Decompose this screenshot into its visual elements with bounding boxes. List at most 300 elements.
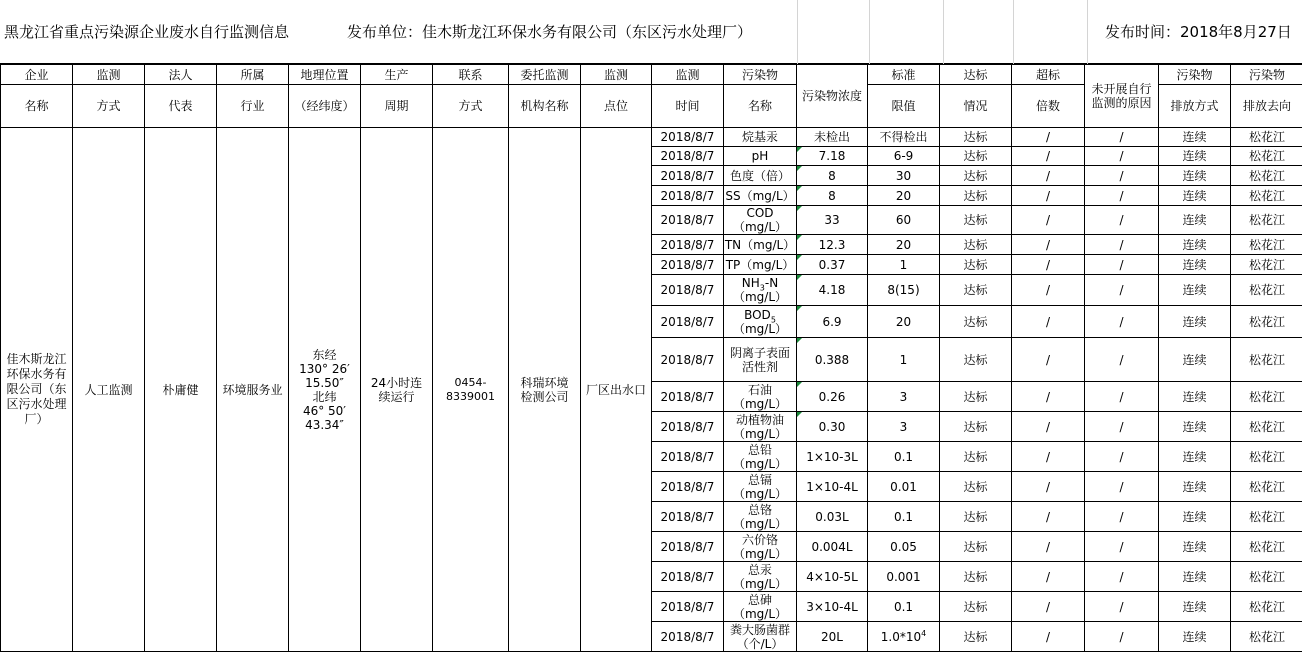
grid-line bbox=[1013, 0, 1014, 64]
grid-line bbox=[1087, 0, 1088, 64]
limit-value: 20 bbox=[896, 189, 911, 203]
pollutant-name-cell bbox=[724, 502, 797, 532]
status-cell: 达标 bbox=[940, 412, 1012, 442]
limit-value: 0.05 bbox=[890, 540, 917, 554]
pollutant-name-line bbox=[724, 563, 796, 577]
limit-cell bbox=[868, 472, 940, 502]
limit-value: 30 bbox=[896, 169, 911, 183]
limit-cell bbox=[868, 382, 940, 412]
mode-cell: 连续 bbox=[1159, 206, 1231, 235]
concentration-cell: 3×10-4L bbox=[797, 592, 868, 622]
table-row bbox=[1, 128, 1302, 147]
col-header: 方式 bbox=[73, 85, 145, 128]
status-cell: 达标 bbox=[940, 562, 1012, 592]
limit-cell bbox=[868, 442, 940, 472]
pollutant-name-line bbox=[724, 149, 796, 163]
dest-cell: 松花江 bbox=[1231, 235, 1302, 255]
concentration-cell: 0.004L bbox=[797, 532, 868, 562]
col-header: 限值 bbox=[868, 85, 940, 128]
location-line: 东经 bbox=[289, 348, 360, 362]
exceed-cell: / bbox=[1012, 147, 1085, 166]
status-cell: 达标 bbox=[940, 186, 1012, 206]
limit-value: 20 bbox=[896, 315, 911, 329]
cycle: 24小时连续运行 bbox=[361, 376, 432, 404]
exceed-cell: / bbox=[1012, 128, 1085, 147]
dest-cell: 松花江 bbox=[1231, 502, 1302, 532]
pollutant-name: NH bbox=[742, 276, 760, 290]
pollutant-name-cell bbox=[724, 147, 797, 166]
pollutant-name: 粪大肠菌群 bbox=[730, 623, 790, 637]
col-header: 监测 bbox=[581, 65, 652, 85]
pollutant-name-line bbox=[724, 413, 796, 427]
mode-cell: 连续 bbox=[1159, 412, 1231, 442]
col-header: 名称 bbox=[1, 85, 73, 128]
exceed-cell: / bbox=[1012, 592, 1085, 622]
monitoring-table bbox=[0, 64, 1302, 652]
exceed-cell: / bbox=[1012, 166, 1085, 186]
limit-cell bbox=[868, 412, 940, 442]
pollutant-unit: （mg/L） bbox=[724, 322, 796, 336]
concentration-cell: 未检出 bbox=[797, 128, 868, 147]
mode-cell: 连续 bbox=[1159, 532, 1231, 562]
pollutant-name-cell bbox=[724, 412, 797, 442]
pollutant-subscript: 3 bbox=[760, 283, 765, 292]
pollutant-name: 色度（倍） bbox=[730, 169, 790, 183]
limit-cell bbox=[868, 306, 940, 338]
monitor-date-cell: 2018/8/7 bbox=[652, 412, 724, 442]
limit-value: 0.01 bbox=[890, 480, 917, 494]
pollutant-name-cell bbox=[724, 128, 797, 147]
pollutant-name-cell bbox=[724, 235, 797, 255]
col-header: 法人 bbox=[145, 65, 217, 85]
reason-cell: / bbox=[1085, 532, 1159, 562]
exceed-cell: / bbox=[1012, 338, 1085, 382]
limit-cell bbox=[868, 275, 940, 306]
monitor-date-cell: 2018/8/7 bbox=[652, 128, 724, 147]
limit-cell bbox=[868, 235, 940, 255]
col-header-line: 监测的原因 bbox=[1085, 96, 1158, 110]
industry-cell: 环境服务业 bbox=[217, 128, 289, 652]
pollutant-unit: （mg/L） bbox=[724, 607, 796, 621]
status-cell: 达标 bbox=[940, 532, 1012, 562]
mode-cell: 连续 bbox=[1159, 338, 1231, 382]
location-line: 130° 26′ bbox=[289, 362, 360, 376]
col-header: 周期 bbox=[361, 85, 433, 128]
monitor-date-cell: 2018/8/7 bbox=[652, 382, 724, 412]
reason-cell: / bbox=[1085, 235, 1159, 255]
pollutant-name: 阴离子表面 bbox=[730, 346, 790, 360]
pollutant-name: BOD bbox=[744, 308, 771, 322]
company-name-cell bbox=[1, 128, 73, 652]
dest-cell: 松花江 bbox=[1231, 472, 1302, 502]
exceed-cell: / bbox=[1012, 235, 1085, 255]
col-header: 行业 bbox=[217, 85, 289, 128]
status-cell: 达标 bbox=[940, 128, 1012, 147]
reason-cell: / bbox=[1085, 502, 1159, 532]
limit-cell bbox=[868, 622, 940, 652]
col-header: 达标 bbox=[940, 65, 1012, 85]
col-header: 污染物 bbox=[1231, 65, 1302, 85]
status-cell: 达标 bbox=[940, 275, 1012, 306]
col-header: 企业 bbox=[1, 65, 73, 85]
mode-cell: 连续 bbox=[1159, 147, 1231, 166]
concentration-cell: 1×10-4L bbox=[797, 472, 868, 502]
status-cell: 达标 bbox=[940, 206, 1012, 235]
mode-cell: 连续 bbox=[1159, 502, 1231, 532]
dest-cell: 松花江 bbox=[1231, 622, 1302, 652]
pollutant-unit: （mg/L） bbox=[724, 427, 796, 441]
monitor-point-cell: 厂区出水口 bbox=[581, 128, 652, 652]
pollutant-name: 六价铬 bbox=[742, 533, 778, 547]
pollutant-name: 总铬 bbox=[748, 503, 772, 517]
monitor-date-cell: 2018/8/7 bbox=[652, 338, 724, 382]
pollutant-name-cell bbox=[724, 306, 797, 338]
pollutant-name-cell bbox=[724, 338, 797, 382]
col-header: 排放方式 bbox=[1159, 85, 1231, 128]
status-cell: 达标 bbox=[940, 235, 1012, 255]
reason-cell: / bbox=[1085, 412, 1159, 442]
concentration-cell: 6.9 bbox=[797, 306, 868, 338]
location-cell bbox=[289, 128, 361, 652]
status-cell: 达标 bbox=[940, 472, 1012, 502]
pollutant-name-cell bbox=[724, 592, 797, 622]
pollutant-name: 动植物油 bbox=[736, 413, 784, 427]
limit-value: 60 bbox=[896, 213, 911, 227]
limit-cell bbox=[868, 502, 940, 532]
limit-cell bbox=[868, 255, 940, 275]
location-line: 北纬 bbox=[289, 390, 360, 404]
pollutant-unit: （mg/L） bbox=[724, 547, 796, 561]
pollutant-unit: （mg/L） bbox=[724, 290, 796, 304]
col-header: 地理位置 bbox=[289, 65, 361, 85]
publish-date: 发布时间：2018年8月27日 bbox=[1105, 22, 1292, 42]
reason-cell: / bbox=[1085, 275, 1159, 306]
limit-cell bbox=[868, 206, 940, 235]
pollutant-name-line bbox=[724, 189, 796, 203]
status-cell: 达标 bbox=[940, 592, 1012, 622]
monitor-date-cell: 2018/8/7 bbox=[652, 186, 724, 206]
limit-cell bbox=[868, 147, 940, 166]
status-cell: 达标 bbox=[940, 306, 1012, 338]
mode-cell: 连续 bbox=[1159, 306, 1231, 338]
limit-superscript: 4 bbox=[921, 629, 926, 638]
limit-value: 0.1 bbox=[894, 510, 913, 524]
mode-cell: 连续 bbox=[1159, 166, 1231, 186]
pollutant-name-line bbox=[724, 383, 796, 397]
col-header: 污染物 bbox=[724, 65, 797, 85]
sheet-title: 黑龙江省重点污染源企业废水自行监测信息 bbox=[4, 22, 289, 42]
exceed-cell: / bbox=[1012, 622, 1085, 652]
pollutant-name-cell bbox=[724, 206, 797, 235]
monitor-date-cell: 2018/8/7 bbox=[652, 235, 724, 255]
company-name: 佳木斯龙江环保水务有限公司（东区污水处理厂） bbox=[1, 352, 72, 427]
reason-cell: / bbox=[1085, 442, 1159, 472]
col-header: 方式 bbox=[433, 85, 509, 128]
mode-cell: 连续 bbox=[1159, 128, 1231, 147]
col-header: 标准 bbox=[868, 65, 940, 85]
limit-cell bbox=[868, 128, 940, 147]
col-header: 联系 bbox=[433, 65, 509, 85]
grid-line bbox=[797, 0, 798, 64]
reason-cell: / bbox=[1085, 147, 1159, 166]
col-header: 委托监测 bbox=[509, 65, 581, 85]
pollutant-name-line bbox=[724, 308, 796, 322]
monitor-date-cell: 2018/8/7 bbox=[652, 166, 724, 186]
limit-value: 1.0*10 bbox=[881, 630, 921, 644]
pollutant-unit: （mg/L） bbox=[724, 517, 796, 531]
monitor-date-cell: 2018/8/7 bbox=[652, 275, 724, 306]
location-line: 46° 50′ bbox=[289, 404, 360, 418]
monitor-date-cell: 2018/8/7 bbox=[652, 206, 724, 235]
limit-cell bbox=[868, 532, 940, 562]
monitor-date-cell: 2018/8/7 bbox=[652, 306, 724, 338]
monitor-method-cell: 人工监测 bbox=[73, 128, 145, 652]
monitor-date-cell: 2018/8/7 bbox=[652, 592, 724, 622]
pollutant-name-cell bbox=[724, 275, 797, 306]
mode-cell: 连续 bbox=[1159, 622, 1231, 652]
dest-cell: 松花江 bbox=[1231, 186, 1302, 206]
pollutant-name-cell bbox=[724, 472, 797, 502]
pollutant-name-suffix: -N bbox=[765, 276, 778, 290]
limit-value: 6-9 bbox=[894, 149, 914, 163]
status-cell: 达标 bbox=[940, 338, 1012, 382]
concentration-cell: 4×10-5L bbox=[797, 562, 868, 592]
concentration-cell: 12.3 bbox=[797, 235, 868, 255]
col-header: 时间 bbox=[652, 85, 724, 128]
location-line: 43.34″ bbox=[289, 418, 360, 432]
mode-cell: 连续 bbox=[1159, 275, 1231, 306]
limit-value: 0.1 bbox=[894, 450, 913, 464]
exceed-cell: / bbox=[1012, 532, 1085, 562]
pollutant-name-line bbox=[724, 623, 796, 637]
dest-cell: 松花江 bbox=[1231, 532, 1302, 562]
col-header: 监测 bbox=[73, 65, 145, 85]
dest-cell: 松花江 bbox=[1231, 255, 1302, 275]
concentration-cell: 33 bbox=[797, 206, 868, 235]
col-header: 机构名称 bbox=[509, 85, 581, 128]
exceed-cell: / bbox=[1012, 255, 1085, 275]
pollutant-name: TN（mg/L） bbox=[725, 238, 795, 252]
exceed-cell: / bbox=[1012, 472, 1085, 502]
mode-cell: 连续 bbox=[1159, 592, 1231, 622]
pollutant-unit: （mg/L） bbox=[724, 397, 796, 411]
exceed-cell: / bbox=[1012, 306, 1085, 338]
reason-cell: / bbox=[1085, 186, 1159, 206]
limit-cell bbox=[868, 166, 940, 186]
limit-value: 不得检出 bbox=[879, 130, 927, 144]
status-cell: 达标 bbox=[940, 382, 1012, 412]
dest-cell: 松花江 bbox=[1231, 275, 1302, 306]
header-row-1 bbox=[1, 65, 1302, 85]
pollutant-name-cell bbox=[724, 622, 797, 652]
reason-cell: / bbox=[1085, 622, 1159, 652]
exceed-cell: / bbox=[1012, 275, 1085, 306]
pollutant-name-line bbox=[724, 443, 796, 457]
dest-cell: 松花江 bbox=[1231, 412, 1302, 442]
concentration-cell: 0.30 bbox=[797, 412, 868, 442]
pollutant-name-cell bbox=[724, 382, 797, 412]
pollutant-name-cell bbox=[724, 442, 797, 472]
dest-cell: 松花江 bbox=[1231, 166, 1302, 186]
legal-rep-cell: 朴庸健 bbox=[145, 128, 217, 652]
pollutant-name-cell bbox=[724, 186, 797, 206]
pollutant-name-cell bbox=[724, 532, 797, 562]
limit-value: 3 bbox=[900, 420, 908, 434]
dest-cell: 松花江 bbox=[1231, 338, 1302, 382]
concentration-cell: 7.18 bbox=[797, 147, 868, 166]
monitor-date-cell: 2018/8/7 bbox=[652, 562, 724, 592]
exceed-cell: / bbox=[1012, 186, 1085, 206]
pollutant-unit: （mg/L） bbox=[724, 577, 796, 591]
reason-cell: / bbox=[1085, 306, 1159, 338]
exceed-cell: / bbox=[1012, 502, 1085, 532]
pollutant-name: 石油 bbox=[748, 383, 772, 397]
dest-cell: 松花江 bbox=[1231, 442, 1302, 472]
exceed-cell: / bbox=[1012, 382, 1085, 412]
concentration-cell: 20L bbox=[797, 622, 868, 652]
col-header: 生产 bbox=[361, 65, 433, 85]
pollutant-unit: 活性剂 bbox=[724, 360, 796, 374]
concentration-cell: 8 bbox=[797, 166, 868, 186]
status-cell: 达标 bbox=[940, 255, 1012, 275]
reason-cell: / bbox=[1085, 166, 1159, 186]
limit-value: 1 bbox=[900, 353, 908, 367]
cycle-cell bbox=[361, 128, 433, 652]
mode-cell: 连续 bbox=[1159, 562, 1231, 592]
pollutant-name-line bbox=[724, 169, 796, 183]
status-cell: 达标 bbox=[940, 166, 1012, 186]
concentration-cell: 0.26 bbox=[797, 382, 868, 412]
mode-cell: 连续 bbox=[1159, 255, 1231, 275]
col-header: 名称 bbox=[724, 85, 797, 128]
col-header: 情况 bbox=[940, 85, 1012, 128]
limit-cell bbox=[868, 338, 940, 382]
pollutant-name: TP（mg/L） bbox=[726, 258, 795, 272]
reason-cell: / bbox=[1085, 255, 1159, 275]
mode-cell: 连续 bbox=[1159, 442, 1231, 472]
reason-cell: / bbox=[1085, 206, 1159, 235]
concentration-cell: 0.388 bbox=[797, 338, 868, 382]
limit-value: 8(15) bbox=[887, 283, 919, 297]
pollutant-name-line bbox=[724, 503, 796, 517]
col-header: 代表 bbox=[145, 85, 217, 128]
reason-cell: / bbox=[1085, 592, 1159, 622]
status-cell: 达标 bbox=[940, 502, 1012, 532]
monitor-date-cell: 2018/8/7 bbox=[652, 255, 724, 275]
dest-cell: 松花江 bbox=[1231, 128, 1302, 147]
concentration-cell: 4.18 bbox=[797, 275, 868, 306]
pollutant-name: 总砷 bbox=[748, 593, 772, 607]
pollutant-name: 总汞 bbox=[748, 563, 772, 577]
pollutant-name-line bbox=[724, 238, 796, 252]
pollutant-name-cell bbox=[724, 166, 797, 186]
grid-line bbox=[943, 0, 944, 64]
col-header: 监测 bbox=[652, 65, 724, 85]
dest-cell: 松花江 bbox=[1231, 306, 1302, 338]
pollutant-name: pH bbox=[752, 149, 769, 163]
mode-cell: 连续 bbox=[1159, 186, 1231, 206]
mode-cell: 连续 bbox=[1159, 472, 1231, 502]
limit-cell bbox=[868, 562, 940, 592]
pollutant-name: 总铅 bbox=[748, 443, 772, 457]
col-header: 排放去向 bbox=[1231, 85, 1302, 128]
status-cell: 达标 bbox=[940, 622, 1012, 652]
pollutant-unit: （个/L） bbox=[724, 637, 796, 651]
agency-cell bbox=[509, 128, 581, 652]
pollutant-name-line bbox=[724, 276, 796, 290]
pollutant-name-cell bbox=[724, 255, 797, 275]
limit-cell bbox=[868, 592, 940, 622]
limit-value: 1 bbox=[900, 258, 908, 272]
concentration-cell: 1×10-3L bbox=[797, 442, 868, 472]
pollutant-name: 总镉 bbox=[748, 473, 772, 487]
pollutant-unit: （mg/L） bbox=[724, 457, 796, 471]
limit-value: 3 bbox=[900, 390, 908, 404]
pollutant-name: COD（mg/L） bbox=[733, 206, 787, 234]
limit-value: 0.1 bbox=[894, 600, 913, 614]
sheet-title-row bbox=[0, 0, 1302, 64]
monitor-date-cell: 2018/8/7 bbox=[652, 622, 724, 652]
concentration-cell: 0.03L bbox=[797, 502, 868, 532]
pollutant-name: 烷基汞 bbox=[742, 130, 778, 144]
pollutant-name-cell bbox=[724, 562, 797, 592]
col-header: 污染物 bbox=[1159, 65, 1231, 85]
pollutant-name-line bbox=[724, 533, 796, 547]
pollutant-subscript: 5 bbox=[771, 315, 776, 324]
limit-cell bbox=[868, 186, 940, 206]
exceed-cell: / bbox=[1012, 562, 1085, 592]
reason-cell: / bbox=[1085, 562, 1159, 592]
pollutant-name-line bbox=[724, 346, 796, 360]
monitor-date-cell: 2018/8/7 bbox=[652, 532, 724, 562]
col-header-line: 未开展自行 bbox=[1085, 82, 1158, 96]
col-header: 倍数 bbox=[1012, 85, 1085, 128]
reason-cell: / bbox=[1085, 338, 1159, 382]
col-header: （经纬度） bbox=[289, 85, 361, 128]
grid-line bbox=[869, 0, 870, 64]
pollutant-name-line bbox=[724, 593, 796, 607]
monitor-date-cell: 2018/8/7 bbox=[652, 147, 724, 166]
dest-cell: 松花江 bbox=[1231, 592, 1302, 622]
pollutant-name-line bbox=[724, 130, 796, 144]
dest-cell: 松花江 bbox=[1231, 147, 1302, 166]
pollutant-name-line bbox=[724, 473, 796, 487]
reason-cell: / bbox=[1085, 382, 1159, 412]
monitor-date-cell: 2018/8/7 bbox=[652, 442, 724, 472]
pollutant-name-line bbox=[724, 206, 796, 234]
exceed-cell: / bbox=[1012, 412, 1085, 442]
status-cell: 达标 bbox=[940, 442, 1012, 472]
contact-cell: 0454-8339001 bbox=[433, 128, 509, 652]
limit-value: 20 bbox=[896, 238, 911, 252]
publisher: 发布单位：佳木斯龙江环保水务有限公司（东区污水处理厂） bbox=[347, 22, 752, 42]
mode-cell: 连续 bbox=[1159, 382, 1231, 412]
col-header: 所属 bbox=[217, 65, 289, 85]
col-header: 点位 bbox=[581, 85, 652, 128]
dest-cell: 松花江 bbox=[1231, 382, 1302, 412]
reason-cell: / bbox=[1085, 128, 1159, 147]
dest-cell: 松花江 bbox=[1231, 562, 1302, 592]
dest-cell: 松花江 bbox=[1231, 206, 1302, 235]
pollutant-name: SS（mg/L） bbox=[725, 189, 794, 203]
concentration-cell: 8 bbox=[797, 186, 868, 206]
monitor-date-cell: 2018/8/7 bbox=[652, 502, 724, 532]
col-header bbox=[1085, 65, 1159, 128]
location-line: 15.50″ bbox=[289, 376, 360, 390]
col-header: 污染物浓度 bbox=[797, 65, 868, 128]
exceed-cell: / bbox=[1012, 442, 1085, 472]
mode-cell: 连续 bbox=[1159, 235, 1231, 255]
